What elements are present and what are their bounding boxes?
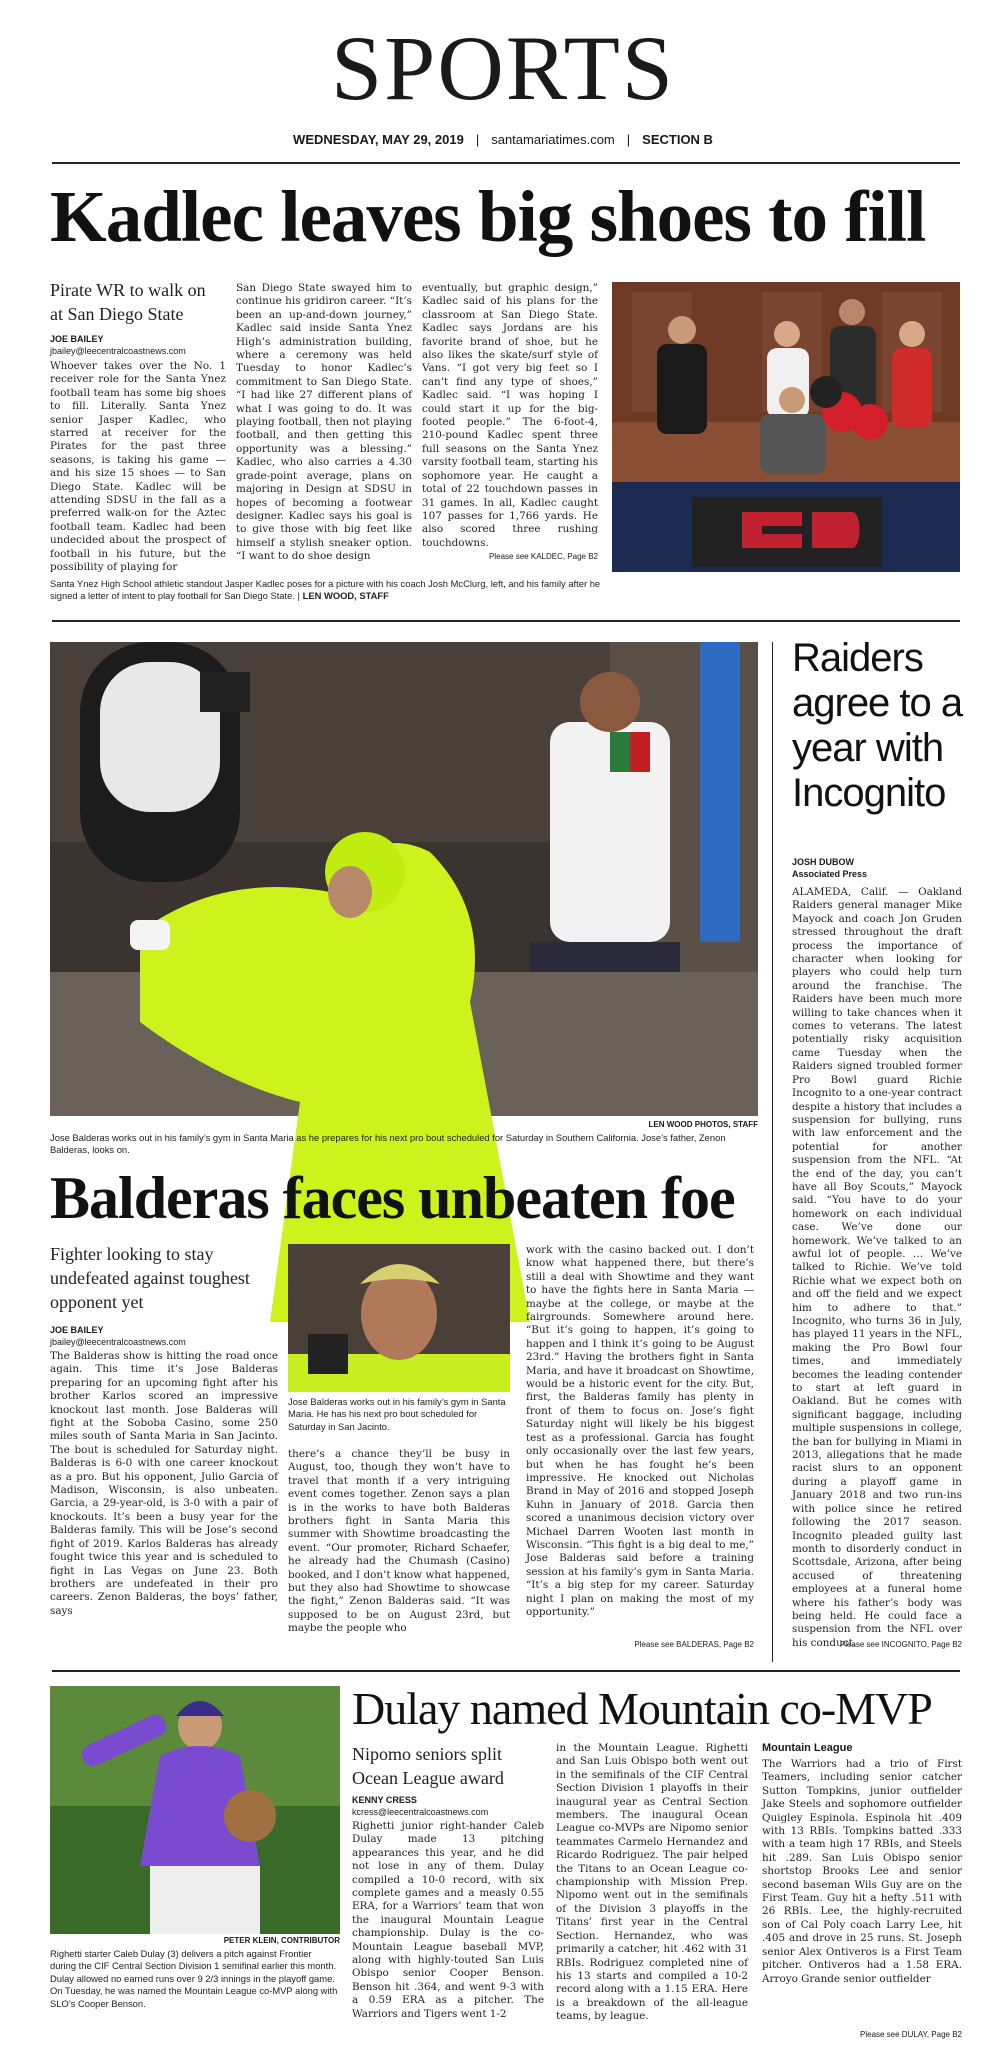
dateline: WEDNESDAY, MAY 29, 2019 | santamariatimes.com | SECTION B [293, 132, 713, 147]
story2-deck: Fighter looking to stay undefeated against toughest opponent yet [50, 1244, 250, 1312]
masthead-section: SECTION B [642, 132, 713, 147]
story2-byline [50, 1324, 250, 1348]
story1-photo [612, 282, 960, 572]
story4-deck: Nipomo seniors split Ocean League award [352, 1744, 504, 1788]
story4-byline [352, 1794, 542, 1818]
story1-caption: Santa Ynez High School athletic standout Jasper Kadlec poses for a picture with his coach Josh McClurg, left, and his family after he signed a letter of intent to play football for San Diego State. | LEN WOOD, STAFF [50, 578, 601, 602]
story4-author: KENNY CRESS [352, 1795, 417, 1805]
story2-col3: work with the casino backed out. I don’t know what happened there, but there’s still a deal with Showtime and they want to have the fights here in Santa Maria — maybe at the college, or maybe at the fairgrounds. Somewhere around here. “But it’s going to happen, it’s going to happen and I think it’s going to be August 23rd.” Having the brothers fight in Santa Maria, and have it broadcast on Showtime, would be a historic event for the city. But, first, the Balderas family has plenty in front of them to focus on. Jose’s fight Saturday night will likely be his biggest test as a professional. Garcia has fought only occasionally over the last few years, but when he has fought he’s been impressive. He knocked out Nicholas Brand in May of 2016 and stopped Joseph Kuhn in January of 2018. Garcia then scored a unanimous decision victory over Michael Darren Wooten last month in Wisconsin. “This fight is a big deal to me,” Jose Balderas said before a training session at his family’s gym in Santa Maria. “It’s a big step for my career. Saturday night I plan on making the most of my opportunity.” [526, 1244, 754, 1618]
story2-email: jbailey@leecentralcoastnews.com [50, 1337, 186, 1347]
masthead-title: SPORTS [331, 17, 675, 119]
story4-email: kcress@leecentralcoastnews.com [352, 1807, 489, 1817]
story4-col2: in the Mountain League. Righetti and San Luis Obispo both went out in the semifinals of the CIF Central Section Division 1 playoffs in their inaugural year as Central Section members. The inaugural Ocean League co-MVPs are Nipomo senior teammates Carmelo Hernandez and Ricardo Rodriguez. The pair helped the Titans to an Ocean League co-championship with Mission Prep. Nipomo went out in the semifinals of the Division 3 playoffs in the Titans’ first year in the Central Section. Hernandez, who was primarily a catcher, hit .462 with 31 RBIs. Rodriguez completed nine of his 13 starts and compiled a 10-2 record along with a 1.15 ERA. Here is a breakdown of the all-league teams, by league. [556, 1742, 748, 2023]
story2-headline: Balderas faces unbeaten foe [50, 1165, 735, 1231]
story3-headline: Raiders agree to a year with Incognito [792, 636, 963, 815]
story3-body: ALAMEDA, Calif. — Oakland Raiders general manager Mike Mayock and coach Jon Gruden stressed throughout the draft process the importance of character when looking for players who could help turn around the franchise. The Raiders have been much more willing to take chances when it comes to veterans. The latest potentially risky acquisition came Tuesday when the Raiders signed troubled former Pro Bowl guard Richie Incognito to a one-year contract despite a history that includes a suspension for bullying, runs with law enforcement and the potential for another suspension from the NFL. “At the end of the day, you can’t have all Boy Scouts,” Mayock said. “You have to do your homework on each individual case. We’ve done our homework. We’ve talked to an awful lot of people. … We’ve talked to Richie. We’ve told Richie what we expect both on and off the field and we expect him to adhere to that.” Incognito, who turns 36 in July, has played 11 years in the NFL, making the Pro Bowl four times, and immediately becomes the leading contender to start at left guard in Oakland. But he comes with significant baggage, including multiple suspensions in college, the ban for bullying in Miami in 2013, allegations that he made racist slurs to an opponent during a playoff game in January 2018 and two run-ins with police since he retired following the 2017 season. Incognito pleaded guilty last month to disorderly conduct in Scottsdale, Arizona, after being accused of threatening employees at a funeral home where his father’s body was being held. He could face a suspension from the NFL over his conduct. [792, 886, 962, 1649]
story4-col3-head: Mountain League [762, 1742, 853, 1754]
story2-photo-credit: LEN WOOD PHOTOS, STAFF [648, 1120, 758, 1129]
rail-rule [772, 642, 773, 1662]
top-rule [52, 162, 960, 164]
story3-jump: Please see INCOGNITO, Page B2 [839, 1640, 962, 1649]
story2-col2: there’s a chance they’ll be busy in August, too, though they won’t have to travel that month if a very intriguing event comes together. Zenon says a plan is in the works to have both Balderas brothers fight in Santa Maria this summer with Showtime broadcasting the event. “Our promoter, Richard Schaefer, he already had the Chumash (Casino) booked, and I don’t know what happened, but they also had Showtime to showcase the fight,” Zenon Balderas said. “It was supposed to be on August 23rd, but maybe the people who [288, 1448, 510, 1635]
story2-photo-caption: Jose Balderas works out in his family’s gym in Santa Maria as he prepares for his next pro bout scheduled for Saturday in Southern California. Jose’s father, Zenon Balderas, looks on. [50, 1132, 726, 1156]
signing-ceremony-photo [612, 282, 960, 572]
story2-author: JOE BAILEY [50, 1325, 104, 1335]
story3-author: JOSH DUBOW [792, 857, 855, 867]
boxing-gym-photo [50, 642, 758, 1116]
story3-byline [792, 856, 962, 880]
story4-headline: Dulay named Mountain co-MVP [352, 1683, 932, 1734]
story2-photo [50, 642, 758, 1116]
pitcher-photo [50, 1686, 340, 1934]
masthead-date: WEDNESDAY, MAY 29, 2019 [293, 132, 464, 147]
story1-author: JOE BAILEY [50, 334, 104, 344]
masthead-site: santamariatimes.com [491, 132, 615, 147]
story1-credit: LEN WOOD, STAFF [302, 590, 389, 602]
story1-col2: San Diego State swayed him to continue his gridiron career. “It’s been an up-and-down journey,” Kadlec said inside Santa Ynez High’s administration building, where a ceremony was held Tuesday to honor Kadlec’s commitment to San Diego State. “I had like 27 different plans of what I was going to do. It was playing football, then not playing football, and then getting this opportunity was a blessing.” Kadlec, who also carries a 4.30 grade-point average, plans on majoring in Design at SDSU in hopes of becoming a footwear designer. Kadlec says his goal is to give those with big feet like himself a stylish sneaker option. “I want to do shoe design [236, 282, 412, 563]
story2-jump: Please see BALDERAS, Page B2 [634, 1640, 754, 1649]
story4-photo [50, 1686, 340, 1934]
story4-photo-credit: PETER KLEIN, CONTRIBUTOR [223, 1936, 340, 1945]
story1-col1: Whoever takes over the No. 1 receiver role for the Santa Ynez football team has some big shoes to fill. Literally. Santa Ynez senior Jasper Kadlec, who starred at receiver for the Pirates for the past three seasons, is taking his game — and his size 15 shoes — to San Diego State. Kadlec will be attending SDSU in the fall as a preferred walk-on for the Aztec football team. Kadlec had been undecided about the prospect of football in his future, but the possibility of playing for [50, 360, 226, 574]
story1-deck: Pirate WR to walk on at San Diego State [50, 280, 206, 324]
rule-3 [52, 1670, 960, 1672]
story4-col3: The Warriors had a trio of First Teamers, including senior catcher Sutton Tompkins, junior outfielder Jake Steels and sophomore outfielder Quigley Espinola. Espinola hit .409 with 13 RBIs. Tompkins batted .333 with a team high 17 RBIs, and Steels hit .289. San Luis Obispo senior shortstop Brooks Lee and senior second baseman Wils Guy are on the First Team. Guy hit a hefty .511 with 26 RBIs. Lee, the highly-recruited son of Cal Poly coach Larry Lee, hit .405 and drove in 25 runs. St. Joseph senior Alex Ontiveros is a First Team pitcher. Ontiveros had a 1.58 ERA. Arroyo Grande senior outfielder [762, 1758, 962, 1985]
story1-byline [50, 333, 230, 357]
story4-col1: Righetti junior right-hander Caleb Dulay made 13 pitching appearances this year, and he did not lose in any of them. Dulay compiled a 10-0 record, with six complete games and a measly 0.55 ERA, for a Warriors’ team that won the inaugural Mountain League championship. Dulay is the co-Mountain League baseball MVP, along with highly-touted San Luis Obispo senior Cooper Benson. Benson hit .364, and went 9-3 with a 0.59 ERA as a pitcher. The Warriors and Tigers went 1-2 [352, 1820, 544, 2020]
story4-jump: Please see DULAY, Page B2 [860, 2030, 962, 2039]
story1-col3: eventually, but graphic design,” Kadlec said of his plans for the classroom at San Diego State. Kadlec says Jordans are his favorite brand of shoe, but he also likes the skate/surf style of Vans. “I got very big feet so I can’t find any type of shoes,” Kadlec said. “I was hoping I could start it up for the big-footed people.” The 6-foot-4, 210-pound Kadlec spent three full seasons on the Santa Ynez varsity football team, starting his sophomore year. He caught a total of 22 touchdown passes in 31 games. In all, Kadlec caught 107 passes for 1,766 yards. He also scored three rushing touchdowns. [422, 282, 598, 549]
story1-caption-text: Santa Ynez High School athletic standout Jasper Kadlec poses for a picture with his coach Josh McClurg, left, and his family after he signed a letter of intent to play football for San Diego State. [50, 578, 601, 602]
boxer-portrait-photo [288, 1244, 510, 1392]
story1-email: jbailey@leecentralcoastnews.com [50, 346, 186, 356]
story3-affiliation: Associated Press [792, 869, 868, 879]
story1-headline: Kadlec leaves big shoes to fill [50, 176, 926, 257]
story2-inset-photo [288, 1244, 510, 1392]
story2-inset-caption: Jose Balderas works out in his family’s gym in Santa Maria. He has his next pro bout scheduled for Saturday in San Jacinto. [288, 1396, 506, 1432]
rule-2 [52, 620, 960, 622]
story4-caption: Righetti starter Caleb Dulay (3) delivers a pitch against Frontier during the CIF Central Section Division 1 semifinal earlier this month. Dulay allowed no earned runs over 9 2/3 innings in the playoff game. On Tuesday, he was named the Mountain League co-MVP along with SLO’s Cooper Benson. [50, 1948, 338, 2009]
story2-col1: The Balderas show is hitting the road once again. This time it’s Jose Balderas preparing for an upcoming fight after his brother Karlos scored an impressive knockout last month. Jose Balderas will fight at the Soboba Casino, some 250 miles south of Santa Maria in San Jacinto. The bout is scheduled for Saturday night. Balderas is 6-0 with one career knockout as a pro. But his opponent, Julio Garcia of Madison, Wisconsin, is also unbeaten. Garcia, a 29-year-old, is 3-0 with a pair of knockouts. It’s been a busy year for the Balderas family. This will be Jose’s second fight of 2019. Karlos Balderas has already fought twice this year and is scheduled to fight in Las Vegas on June 23. Both brothers are undefeated in their pro careers. Zenon Balderas, the boys’ father, says [50, 1350, 278, 1617]
story1-jump: Please see KALDEC, Page B2 [489, 552, 598, 561]
